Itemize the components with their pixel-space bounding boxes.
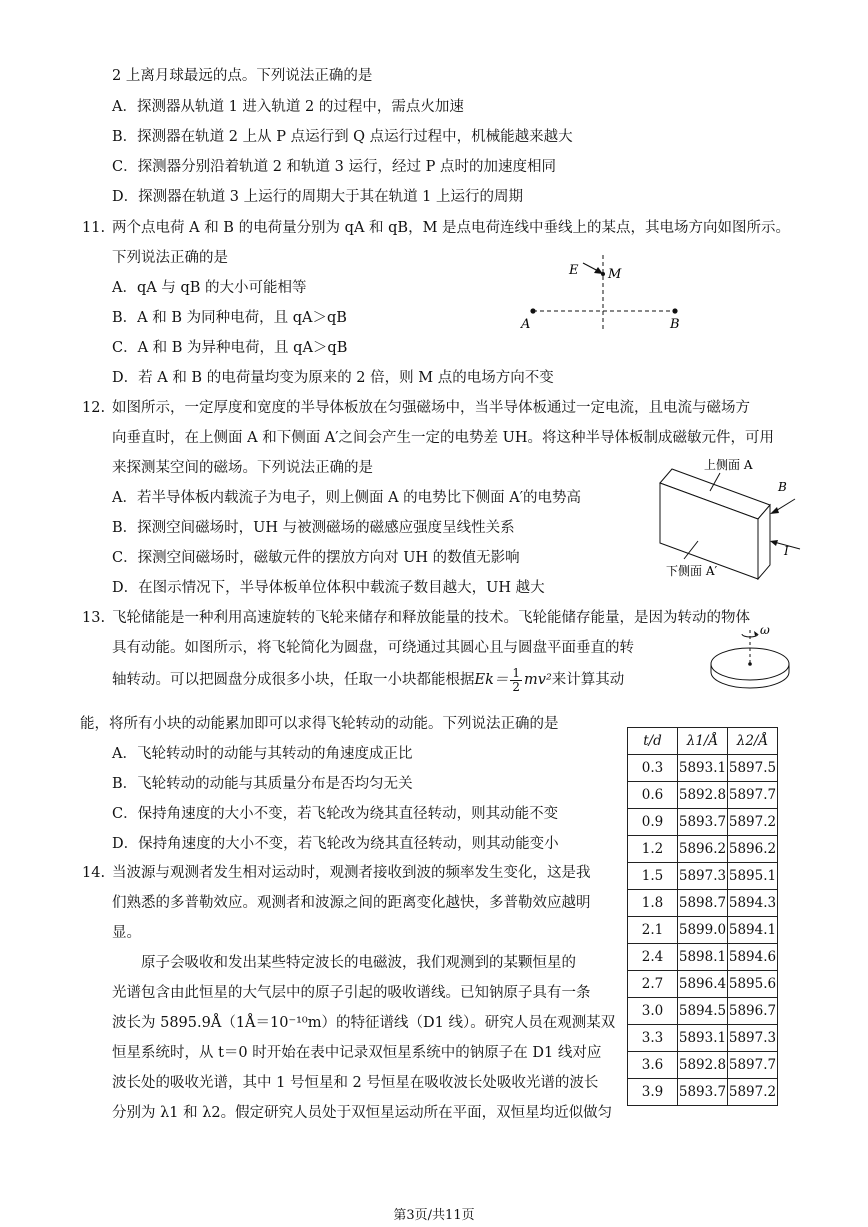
- fraction-denominator: 2: [512, 679, 521, 694]
- table-cell: 5899.0: [678, 917, 728, 944]
- table-cell: 0.9: [628, 809, 678, 836]
- table-row: [628, 782, 778, 809]
- table-cell: 1.5: [628, 863, 678, 890]
- q14-para2-line2: 光谱包含由此恒星的大气层中的原子引起的吸收谱线。已知钠原子具有一条: [112, 985, 591, 1001]
- table-cell: 5896.2: [728, 836, 778, 863]
- q13-stem-line4: 能，将所有小块的动能累加即可以求得飞轮转动的动能。下列说法正确的是: [80, 716, 559, 732]
- q14-para2-line5: 波长处的吸收光谱，其中 1 号恒星和 2 号恒星在吸收波长处吸收光谱的波长: [112, 1075, 599, 1091]
- q11-option-a: A．qA 与 qB 的大小可能相等: [112, 280, 307, 296]
- table-cell: 5897.2: [728, 1079, 778, 1106]
- table-cell: 5894.6: [728, 944, 778, 971]
- table-row: [628, 809, 778, 836]
- label-top-face: 上侧面 A: [704, 458, 753, 472]
- formula-fraction: [510, 667, 522, 694]
- table-cell: 2.7: [628, 971, 678, 998]
- q14-para1-line2: 们熟悉的多普勒效应。观测者和波源之间的距离变化越快，多普勒效应越明: [112, 895, 591, 911]
- table-cell: 5892.8: [678, 782, 728, 809]
- label-current: I: [784, 544, 789, 558]
- table-cell: 3.0: [628, 998, 678, 1025]
- formula-lhs: Ek＝: [474, 672, 509, 688]
- q13-stem-line3-part2: 来计算其动: [551, 672, 625, 688]
- q10-option-a: A．探测器从轨道 1 进入轨道 2 的过程中，需点火加速: [112, 99, 464, 115]
- q14-number: 14.: [82, 865, 106, 881]
- table-cell: 5892.8: [678, 1052, 728, 1079]
- fraction-numerator: 1: [512, 665, 521, 680]
- q14-para1-line1: 当波源与观测者发生相对运动时，观测者接收到波的频率发生变化，这是我: [112, 865, 591, 881]
- q11-number: 11.: [82, 220, 106, 236]
- q11-stem-line2: 下列说法正确的是: [112, 250, 228, 266]
- wavelength-table: [627, 727, 778, 1106]
- current-arrowhead: [770, 540, 778, 546]
- table-header-lambda2: λ2/Å: [728, 728, 778, 755]
- q14-para2-line3: 波长为 5895.9Å（1Å＝10⁻¹⁰m）的特征谱线（D1 线）。研究人员在观测某双: [112, 1015, 616, 1031]
- table-cell: 5894.1: [728, 917, 778, 944]
- q13-stem-line3-part1: 轴转动。可以把圆盘分成很多小块，任取一小块都能根据: [112, 672, 475, 688]
- table-cell: 5897.3: [728, 1025, 778, 1052]
- table-cell: 1.8: [628, 890, 678, 917]
- table-cell: 5898.7: [678, 890, 728, 917]
- q13-option-b: B．飞轮转动的动能与其质量分布是否均匀无关: [112, 776, 413, 792]
- q11-option-b: B．A 和 B 为同种电荷，且 qA＞qB: [112, 310, 347, 326]
- table-row: [628, 917, 778, 944]
- q11-option-c: C．A 和 B 为异种电荷，且 qA＞qB: [112, 340, 348, 356]
- flywheel-diagram: [708, 622, 792, 706]
- table-cell: 5893.1: [678, 755, 728, 782]
- table-row: [628, 998, 778, 1025]
- table-cell: 2.4: [628, 944, 678, 971]
- point-m-dot: [601, 272, 605, 276]
- q12-number: 12.: [82, 400, 106, 416]
- label-bottom-face: 下侧面 A′: [666, 564, 718, 578]
- table-row: [628, 890, 778, 917]
- table-cell: 5894.3: [728, 890, 778, 917]
- formula-rhs: mv²: [524, 672, 552, 688]
- table-row: [628, 755, 778, 782]
- q10-option-c: C．探测器分别沿着轨道 2 和轨道 3 运行，经过 P 点时的加速度相同: [112, 159, 556, 175]
- table-row: [628, 1025, 778, 1052]
- charge-b-dot: [672, 308, 677, 313]
- q13-option-c: C．保持角速度的大小不变，若飞轮改为绕其直径转动，则其动能不变: [112, 806, 559, 822]
- q13-stem-line3: [112, 666, 624, 694]
- field-b-arrowhead: [770, 507, 779, 514]
- table-cell: 5893.1: [678, 1025, 728, 1052]
- table-row: [628, 944, 778, 971]
- table-cell: 3.9: [628, 1079, 678, 1106]
- charge-field-diagram: [515, 250, 690, 335]
- table-cell: 5893.7: [678, 809, 728, 836]
- table-cell: 5897.7: [728, 1052, 778, 1079]
- table-cell: 5897.2: [728, 809, 778, 836]
- table-row: [628, 1079, 778, 1106]
- label-m: M: [608, 267, 622, 282]
- q14-para2-line6: 分别为 λ1 和 λ2。假定研究人员处于双恒星运动所在平面，双恒星均近似做匀: [112, 1105, 613, 1121]
- q10-stem-cont: 2 上离月球最远的点。下列说法正确的是: [112, 68, 373, 84]
- q11-option-d: D．若 A 和 B 的电荷量均变为原来的 2 倍，则 M 点的电场方向不变: [112, 370, 554, 386]
- table-header-time: t/d: [628, 728, 678, 755]
- q12-option-b: B．探测空间磁场时，UH 与被测磁场的磁感应强度呈线性关系: [112, 520, 515, 536]
- table-cell: 5894.5: [678, 998, 728, 1025]
- table-cell: 0.3: [628, 755, 678, 782]
- table-body: [628, 755, 778, 1106]
- table-row: [628, 971, 778, 998]
- q10-option-d: D．探测器在轨道 3 上运行的周期大于其在轨道 1 上运行的周期: [112, 189, 524, 205]
- label-b-field: B: [778, 480, 787, 494]
- q12-option-c: C．探测空间磁场时，磁敏元件的摆放方向对 UH 的数值无影响: [112, 550, 520, 566]
- table-cell: 5896.7: [728, 998, 778, 1025]
- q14-para2-line1: 原子会吸收和发出某些特定波长的电磁波，我们观测到的某颗恒星的: [141, 955, 576, 971]
- table-row: [628, 836, 778, 863]
- semiconductor-plate-diagram: [632, 455, 802, 580]
- q13-stem-line2: 具有动能。如图所示，将飞轮简化为圆盘，可绕通过其圆心且与圆盘平面垂直的转: [112, 640, 634, 656]
- q14-para1-line3: 显。: [112, 925, 141, 941]
- table-cell: 5893.7: [678, 1079, 728, 1106]
- q12-stem-line1: 如图所示，一定厚度和宽度的半导体板放在匀强磁场中，当半导体板通过一定电流，且电流与磁场方: [112, 400, 750, 416]
- label-b: B: [670, 317, 680, 332]
- q13-number: 13.: [82, 610, 106, 626]
- disc-center-dot: [748, 662, 752, 666]
- q12-option-a: A．若半导体板内载流子为电子，则上侧面 A 的电势比下侧面 A′的电势高: [112, 490, 582, 506]
- q14-para2-line4: 恒星系统时，从 t＝0 时开始在表中记录双恒星系统中的钠原子在 D1 线对应: [112, 1045, 602, 1061]
- table-cell: 0.6: [628, 782, 678, 809]
- table-cell: 5897.3: [678, 863, 728, 890]
- table-cell: 5897.7: [728, 782, 778, 809]
- q13-option-d: D．保持角速度的大小不变，若飞轮改为绕其直径转动，则其动能变小: [112, 836, 559, 852]
- q13-option-a: A．飞轮转动时的动能与其转动的角速度成正比: [112, 746, 413, 762]
- label-e: E: [569, 263, 579, 278]
- table-row: [628, 1052, 778, 1079]
- q12-option-d: D．在图示情况下，半导体板单位体积中载流子数目越大，UH 越大: [112, 580, 545, 596]
- table-cell: 2.1: [628, 917, 678, 944]
- table-cell: 3.6: [628, 1052, 678, 1079]
- table-cell: 1.2: [628, 836, 678, 863]
- q10-option-b: B．探测器在轨道 2 上从 P 点运行到 Q 点运行过程中，机械能越来越大: [112, 129, 573, 145]
- table-cell: 5898.1: [678, 944, 728, 971]
- q13-stem-line1: 飞轮储能是一种利用高速旋转的飞轮来储存和释放能量的技术。飞轮能储存能量，是因为转动的物体: [112, 610, 750, 626]
- table-cell: 5896.2: [678, 836, 728, 863]
- label-a: A: [521, 317, 531, 332]
- table-cell: 5896.4: [678, 971, 728, 998]
- label-omega: ω: [760, 623, 770, 637]
- table-row: [628, 863, 778, 890]
- table-cell: 3.3: [628, 1025, 678, 1052]
- page-footer: 第3页/共11页: [393, 1208, 475, 1223]
- table-cell: 5895.6: [728, 971, 778, 998]
- charge-a-dot: [530, 308, 535, 313]
- table-cell: 5895.1: [728, 863, 778, 890]
- table-header-row: [628, 728, 778, 755]
- table-cell: 5897.5: [728, 755, 778, 782]
- q12-stem-line2: 向垂直时，在上侧面 A 和下侧面 A′之间会产生一定的电势差 UH。将这种半导体板制成磁敏元件，可用: [112, 430, 775, 446]
- q11-stem-line1: 两个点电荷 A 和 B 的电荷量分别为 qA 和 qB，M 是点电荷连线中垂线上的某点，其电场方向如图所示。: [112, 220, 791, 236]
- q12-stem-line3: 来探测某空间的磁场。下列说法正确的是: [112, 460, 373, 476]
- table-header-lambda1: λ1/Å: [678, 728, 728, 755]
